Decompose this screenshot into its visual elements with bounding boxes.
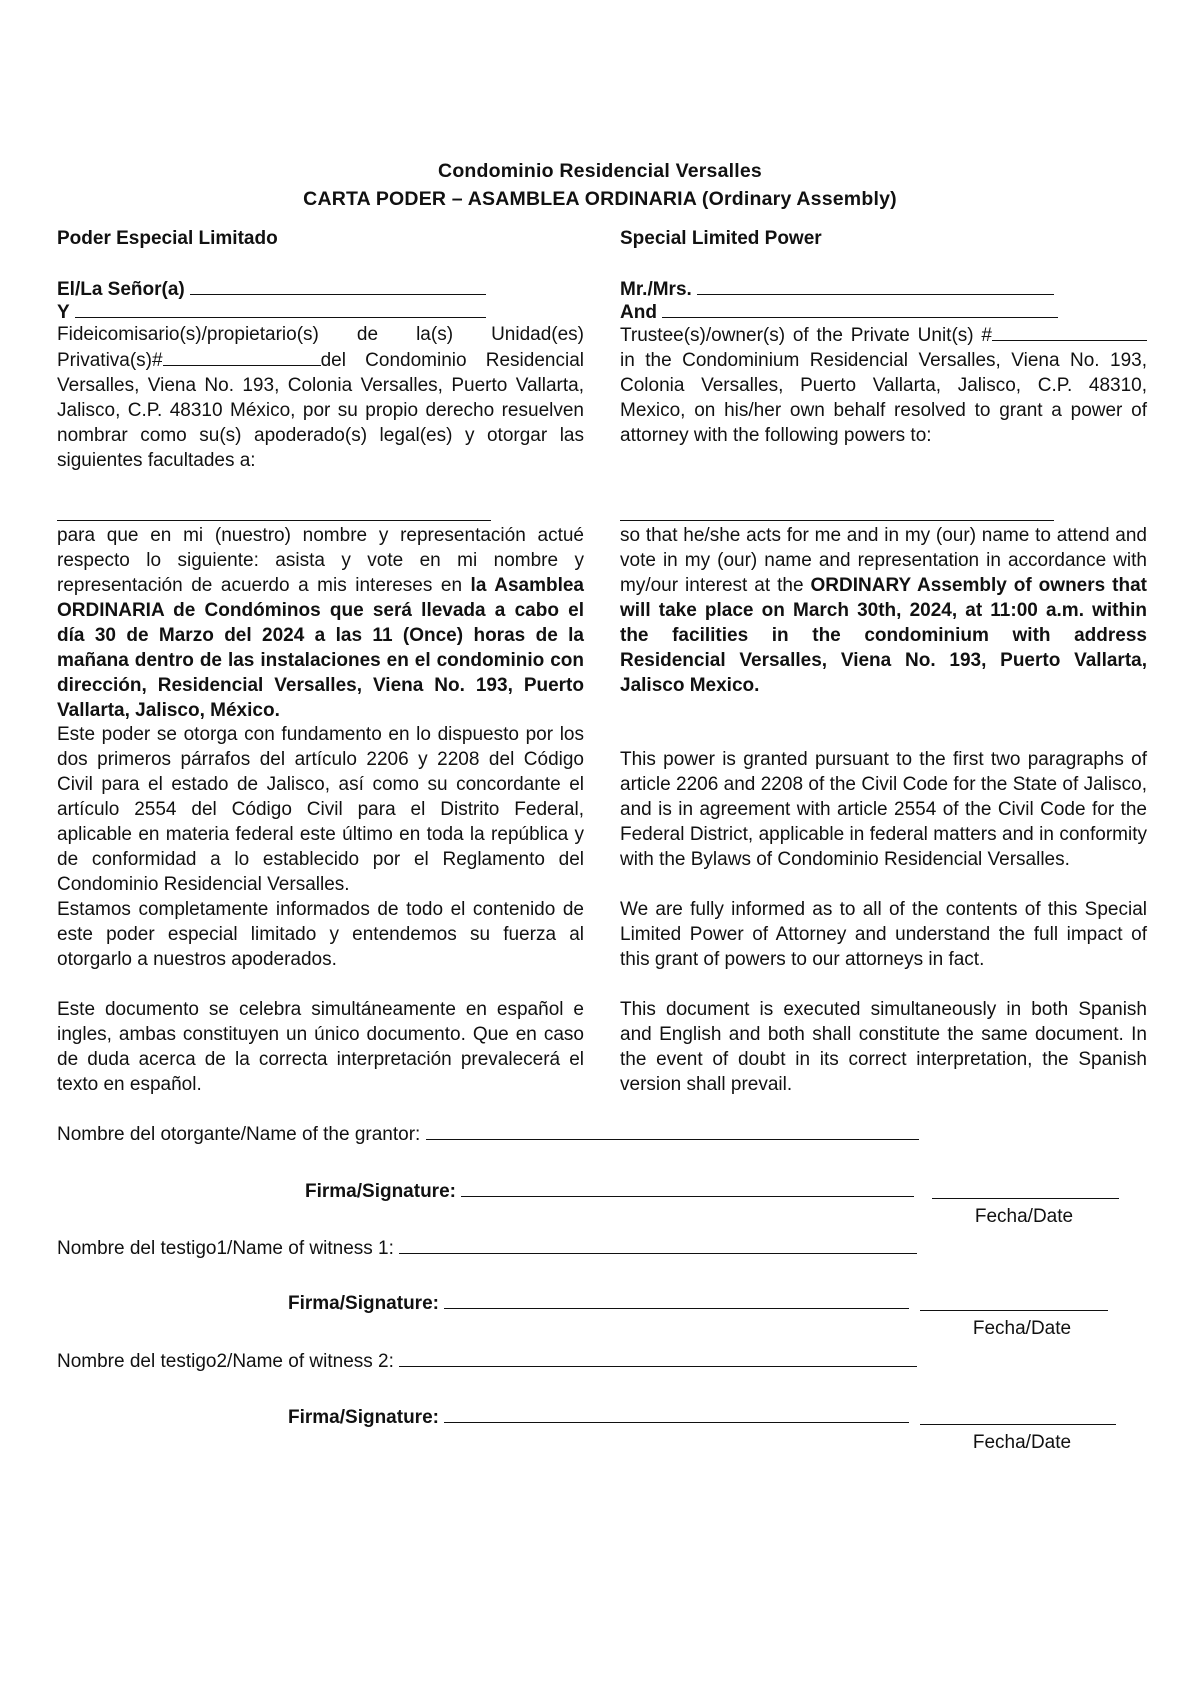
left-name-label: El/La Señor(a) [57, 279, 185, 300]
witness1-signature-label: Firma/Signature: [288, 1293, 439, 1314]
grantor-name-field[interactable] [426, 1121, 919, 1140]
left-name-field[interactable] [190, 276, 486, 295]
grantor-name-label: Nombre del otorgante/Name of the grantor: [57, 1124, 421, 1145]
witness2-signature-field[interactable] [444, 1404, 909, 1423]
left-and-label: Y [57, 302, 70, 323]
right-purpose-text: so that he/she acts for me and in my (our) name to attend and vote in my (our) name and representation in accordance with my/our interest at the [620, 525, 1147, 596]
right-and-label: And [620, 302, 657, 323]
right-name-field[interactable] [697, 276, 1054, 295]
grantor-signature-field[interactable] [461, 1178, 914, 1197]
grantor-date-field[interactable] [932, 1198, 1119, 1199]
witness2-name-field[interactable] [399, 1348, 917, 1367]
left-intro-text: Fideicomisario(s)/propietario(s) de la(s) Unidad(es) Privativa(s)# [57, 324, 584, 371]
left-intro-suffix: del Condominio Residencial Versalles, Viena No. 193, Colonia Versalles, Puerto Vallarta, Jalisco, C.P. 48310 México, por su propio derecho resuelven nombrar como su(s) apoderado(s) legal(es) y otorgar las siguientes facultades a: [57, 350, 584, 471]
right-intro-text: Trustee(s)/owner(s) of the Private Unit(s) # [620, 325, 992, 346]
witness1-date-label: Fecha/Date [972, 1318, 1072, 1339]
left-attorney-field[interactable] [57, 520, 491, 521]
right-name-row [620, 276, 1054, 301]
right-and-row [620, 299, 1058, 324]
left-unit-field[interactable] [163, 347, 321, 366]
witness2-signature-row [288, 1404, 909, 1429]
witness1-date-field[interactable] [920, 1310, 1108, 1311]
left-legal-basis: Este poder se otorga con fundamento en lo dispuesto por los dos primeros párrafos del artículo 2206 y 2208 del Código Civil para el estado de Jalisco, así como su concordante el artículo 2554 del Código Civil para el Distrito Federal, aplicable en materia federal este último en toda la república y de conformidad a lo establecido por el Reglamento del Condominio Residencial Versalles. [57, 724, 584, 895]
witness1-name-row [57, 1235, 917, 1260]
witness1-signature-row [288, 1290, 909, 1315]
witness1-name-field[interactable] [399, 1235, 917, 1254]
witness2-signature-label: Firma/Signature: [288, 1407, 439, 1428]
right-intro-suffix: in the Condominium Residencial Versalles, Viena No. 193, Colonia Versalles, Puerto Vallarta, Jalisco, C.P. 48310, Mexico, on his/her own behalf resolved to grant a power of attorney with the following powers to: [620, 350, 1147, 446]
left-purpose-bold: la Asamblea ORDINARIA de Condóminos que será llevada a cabo el día 30 de Marzo del 2024 a las 11 (Once) horas de la mañana dentro de las instalaciones en el condominio con dirección, Residencial Versalles, Viena No. 193, Puerto Vallarta, Jalisco, México. [57, 575, 584, 721]
right-intro-paragraph [620, 322, 1147, 448]
left-and-field[interactable] [75, 299, 486, 318]
left-purpose-text: para que en mi (nuestro) nombre y representación actué respecto lo siguiente: asista y vote en mi nombre y representación de acuerdo a mis intereses en [57, 525, 584, 596]
right-purpose-bold: ORDINARY Assembly of owners that will take place on March 30th, 2024, at 11:00 a.m. within the facilities in the condominium with address Residencial Versalles, Viena No. 193, Puerto Vallarta, Jalisco Mexico. [620, 575, 1147, 696]
left-informed: Estamos completamente informados de todo el contenido de este poder especial limitado y entendemos su fuerza al otorgarlo a nuestros apoderados. [57, 899, 584, 970]
witness2-date-field[interactable] [920, 1424, 1116, 1425]
grantor-signature-label: Firma/Signature: [305, 1181, 456, 1202]
witness1-signature-field[interactable] [444, 1290, 909, 1309]
witness2-date-label: Fecha/Date [972, 1432, 1072, 1453]
right-heading: Special Limited Power [620, 228, 822, 249]
right-attorney-field[interactable] [620, 520, 1054, 521]
left-purpose-paragraph [57, 523, 584, 723]
left-and-row [57, 299, 486, 324]
grantor-date-label: Fecha/Date [974, 1206, 1074, 1227]
left-name-row [57, 276, 486, 301]
right-informed: We are fully informed as to all of the contents of this Special Limited Power of Attorney and understand the full impact of this grant of powers to our attorneys in fact. [620, 899, 1147, 970]
right-unit-field[interactable] [992, 322, 1147, 341]
witness2-name-row [57, 1348, 917, 1373]
witness1-name-label: Nombre del testigo1/Name of witness 1: [57, 1238, 394, 1259]
document-title: Condominio Residencial Versalles [438, 160, 762, 182]
right-legal-basis: This power is granted pursuant to the first two paragraphs of article 2206 and 2208 of the Civil Code for the State of Jalisco, and is in agreement with article 2554 of the Civil Code for the Federal District, applicable in federal matters and in conformity with the Bylaws of Condominio Residencial Versalles. [620, 749, 1147, 870]
right-language-clause: This document is executed simultaneously in both Spanish and English and both shall constitute the same document. In the event of doubt in its correct interpretation, the Spanish version shall prevail. [620, 999, 1147, 1095]
left-heading: Poder Especial Limitado [57, 228, 278, 249]
left-language-clause: Este documento se celebra simultáneamente en español e ingles, ambas constituyen un único documento. Que en caso de duda acerca de la correcta interpretación prevalecerá el texto en español. [57, 999, 584, 1095]
witness2-name-label: Nombre del testigo2/Name of witness 2: [57, 1351, 394, 1372]
grantor-signature-row [305, 1178, 914, 1203]
right-and-field[interactable] [662, 299, 1058, 318]
grantor-name-row [57, 1121, 919, 1146]
left-intro-paragraph [57, 322, 584, 473]
right-purpose-paragraph [620, 523, 1147, 698]
document-subtitle: CARTA PODER – ASAMBLEA ORDINARIA (Ordinary Assembly) [303, 188, 897, 210]
right-name-label: Mr./Mrs. [620, 279, 692, 300]
